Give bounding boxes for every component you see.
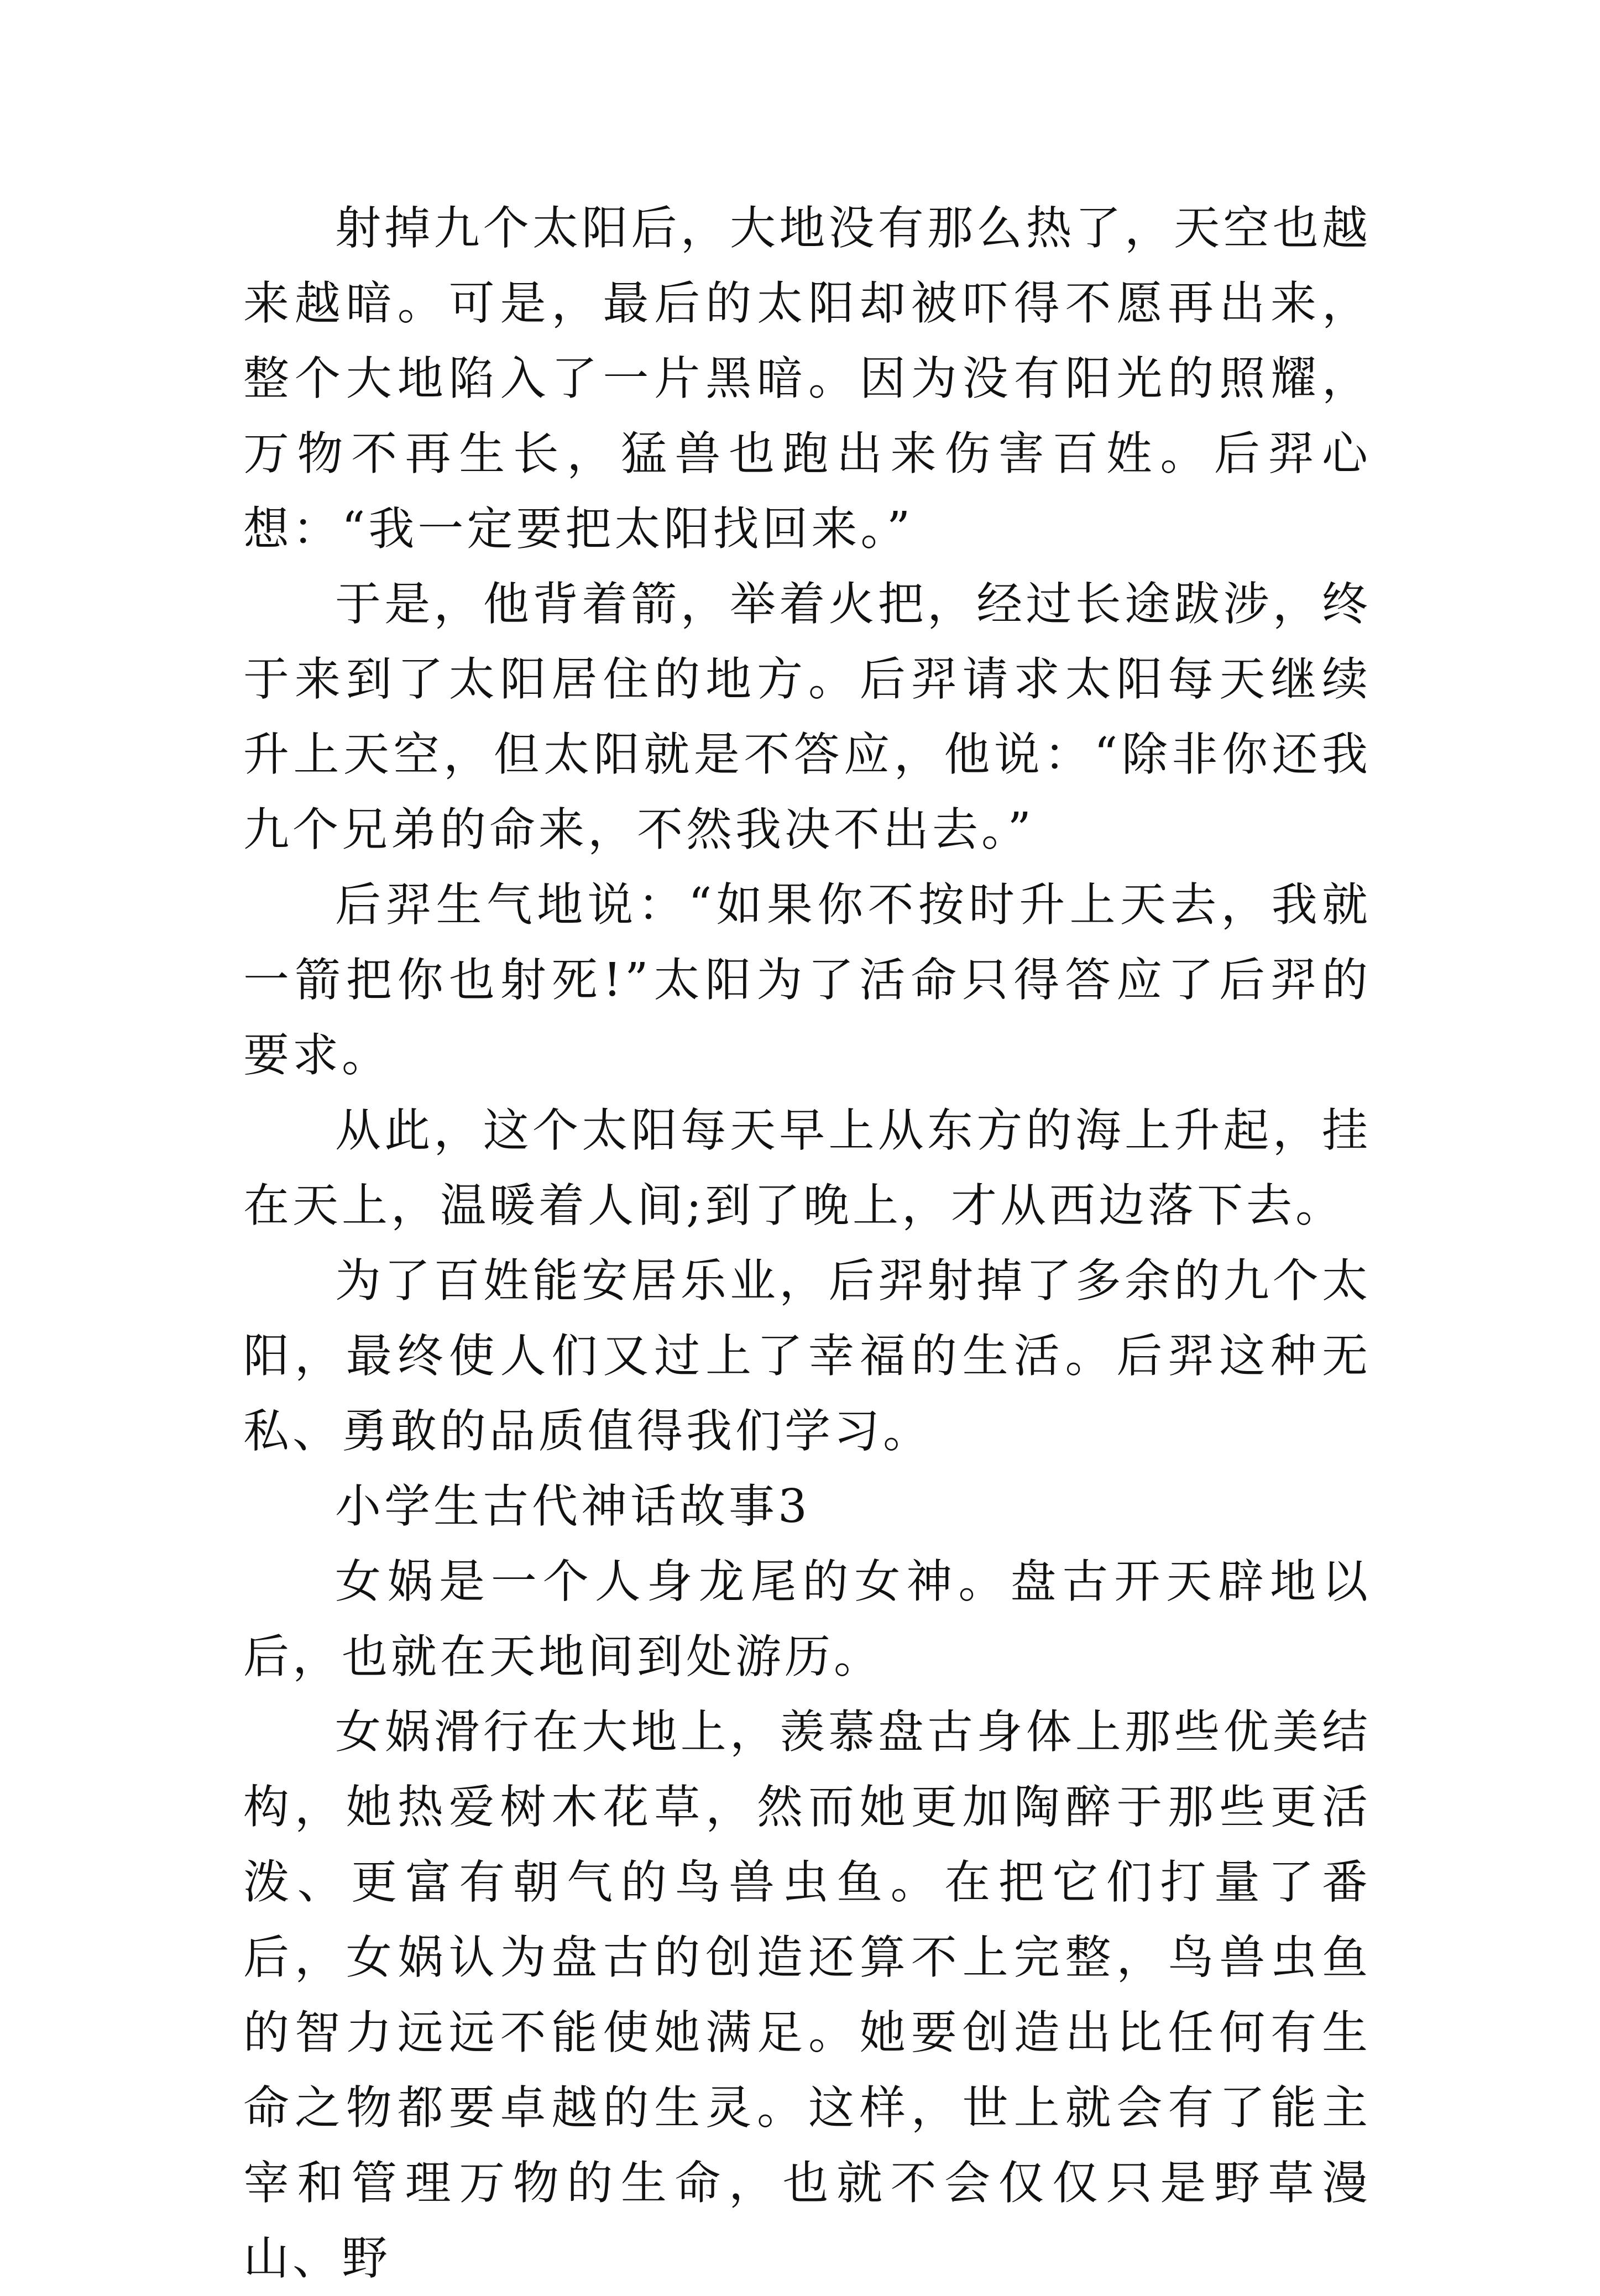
- paragraph-5: 为了百姓能安居乐业，后羿射掉了多余的九个太阳，最终使人们又过上了幸福的生活。后羿这种无私、勇敢的品质值得我们学习。: [243, 1254, 1371, 1458]
- paragraph-4: 从此，这个太阳每天早上从东方的海上升起，挂在天上，温暖着人间;到了晚上，才从西边落下去。: [243, 1103, 1371, 1232]
- paragraph-7: 女娲滑行在大地上，羡慕盘古身体上那些优美结构，她热爱树木花草，然而她更加陶醉于那些更活泼、更富有朝气的鸟兽虫鱼。在把它们打量了番后，女娲认为盘古的创造还算不上完整，鸟兽虫鱼的智力远远不能使她满足。她要创造出比任何有生命之物都要卓越的生灵。这样，世上就会有了能主宰和管理万物的生命，也就不会仅仅只是野草漫山、野: [243, 1705, 1371, 2285]
- paragraph-6: 女娲是一个人身龙尾的女神。盘古开天辟地以后，也就在天地间到处游历。: [243, 1555, 1371, 1683]
- paragraph-2: 于是，他背着箭，举着火把，经过长途跋涉，终于来到了太阳居住的地方。后羿请求太阳每天继续升上天空，但太阳就是不答应，他说：“除非你还我九个兄弟的命来，不然我决不出去。”: [243, 577, 1371, 856]
- body-text: [243, 191, 1371, 2296]
- paragraph-1: 射掉九个太阳后，大地没有那么热了，天空也越来越暗。可是，最后的太阳却被吓得不愿再出来，整个大地陷入了一片黑暗。因为没有阳光的照耀，万物不再生长，猛兽也跑出来伤害百姓。后羿心想：“我一定要把太阳找回来。”: [243, 201, 1371, 556]
- paragraph-3: 后羿生气地说：“如果你不按时升上天去，我就一箭把你也射死!”太阳为了活命只得答应了后羿的要求。: [243, 878, 1371, 1082]
- section-heading: 小学生古代神话故事3: [335, 1479, 811, 1533]
